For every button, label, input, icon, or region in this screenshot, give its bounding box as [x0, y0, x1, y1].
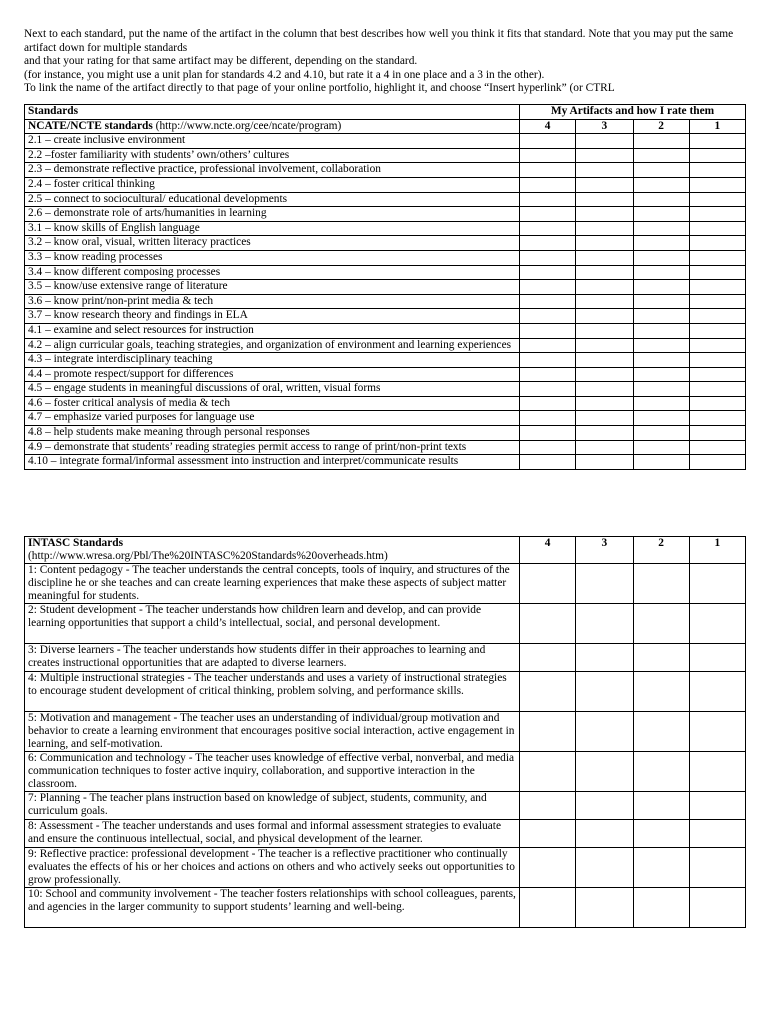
standard-cell: 5: Motivation and management - The teacher uses an understanding of individual/group motivation and behavior to create a learning environment that encourages positive social interaction, active engagement in learning, and self-motivation.: [25, 712, 520, 752]
rating-1-header: 1: [689, 537, 745, 564]
rating-1-cell[interactable]: [689, 411, 745, 426]
standard-cell: 4.4 – promote respect/support for differences: [25, 367, 520, 382]
standard-cell: 10: School and community involvement - The teacher fosters relationships with school colleagues, parents, and agencies in the larger community to support students’ learning and well-being.: [25, 888, 520, 928]
rating-2-cell[interactable]: [633, 644, 689, 672]
rating-4-cell[interactable]: [520, 294, 576, 309]
rating-3-cell[interactable]: [576, 792, 633, 820]
rating-4-cell[interactable]: [520, 367, 576, 382]
rating-3-cell[interactable]: [576, 644, 633, 672]
table-row: [25, 309, 746, 324]
table-row: [25, 848, 746, 888]
rating-1-cell[interactable]: [689, 396, 745, 411]
rating-2-cell[interactable]: [633, 848, 689, 888]
rating-4-cell[interactable]: [520, 564, 576, 604]
rating-3-cell[interactable]: [576, 353, 633, 368]
rating-4-cell[interactable]: [520, 672, 576, 712]
artifacts-header: My Artifacts and how I rate them: [520, 105, 746, 120]
rating-2-cell[interactable]: [633, 265, 689, 280]
rating-2-cell[interactable]: [633, 353, 689, 368]
table-row: [25, 134, 746, 149]
rating-3-cell[interactable]: [576, 323, 633, 338]
table-row: [25, 888, 746, 928]
rating-3-cell[interactable]: [576, 604, 633, 644]
rating-1-cell[interactable]: [689, 148, 745, 163]
rating-4-cell[interactable]: [520, 455, 576, 470]
rating-4-header: 4: [520, 537, 576, 564]
rating-4-cell[interactable]: [520, 323, 576, 338]
rating-3-cell[interactable]: [576, 192, 633, 207]
rating-2-cell[interactable]: [633, 752, 689, 792]
rating-1-cell[interactable]: [689, 644, 745, 672]
rating-1-cell[interactable]: [689, 455, 745, 470]
rating-1-cell[interactable]: [689, 250, 745, 265]
table-row: [25, 752, 746, 792]
rating-1-cell[interactable]: [689, 192, 745, 207]
rating-4-cell[interactable]: [520, 353, 576, 368]
rating-4-cell[interactable]: [520, 265, 576, 280]
rating-2-cell[interactable]: [633, 396, 689, 411]
standard-cell: 4.7 – emphasize varied purposes for language use: [25, 411, 520, 426]
rating-3-cell[interactable]: [576, 250, 633, 265]
rating-1-cell[interactable]: [689, 792, 745, 820]
rating-3-cell[interactable]: [576, 411, 633, 426]
standard-cell: 4.3 – integrate interdisciplinary teaching: [25, 353, 520, 368]
standard-cell: 3.7 – know research theory and findings in ELA: [25, 309, 520, 324]
rating-1-cell[interactable]: [689, 712, 745, 752]
rating-2-cell[interactable]: [633, 455, 689, 470]
standard-cell: 2.2 –foster familiarity with students’ own/others’ cultures: [25, 148, 520, 163]
rating-1-cell[interactable]: [689, 236, 745, 251]
rating-1-cell[interactable]: [689, 221, 745, 236]
table-row: [25, 338, 746, 353]
rating-4-cell[interactable]: [520, 207, 576, 222]
rating-4-cell[interactable]: [520, 250, 576, 265]
table-row: [25, 236, 746, 251]
rating-3-cell[interactable]: [576, 177, 633, 192]
rating-3-cell[interactable]: [576, 712, 633, 752]
rating-1-cell[interactable]: [689, 163, 745, 178]
instruction-line: (for instance, you might use a unit plan for standards 4.2 and 4.10, but rate it a 4 in one place and a 3 in the other).: [24, 68, 545, 81]
ncate-ncte-table: [24, 104, 746, 470]
table-row: [25, 792, 746, 820]
rating-1-cell[interactable]: [689, 309, 745, 324]
rating-4-cell[interactable]: [520, 440, 576, 455]
rating-3-cell[interactable]: [576, 396, 633, 411]
instructions: [24, 28, 746, 96]
rating-3-cell[interactable]: [576, 455, 633, 470]
rating-2-cell[interactable]: [633, 440, 689, 455]
rating-1-cell[interactable]: [689, 672, 745, 712]
instruction-line: To link the name of the artifact directly to that page of your online portfolio, highlight it, and choose “Insert hyperlink” (or CTRL: [24, 82, 615, 94]
rating-3-cell[interactable]: [576, 382, 633, 397]
table-row: [25, 411, 746, 426]
rating-3-cell[interactable]: [576, 338, 633, 353]
table-row: [25, 221, 746, 236]
rating-4-cell[interactable]: [520, 148, 576, 163]
rating-1-header: 1: [689, 119, 745, 134]
rating-4-cell[interactable]: [520, 792, 576, 820]
rating-4-cell[interactable]: [520, 411, 576, 426]
standard-cell: 4.8 – help students make meaning through personal responses: [25, 426, 520, 441]
rating-2-cell[interactable]: [633, 192, 689, 207]
rating-2-cell[interactable]: [633, 564, 689, 604]
rating-2-cell[interactable]: [633, 323, 689, 338]
rating-3-cell[interactable]: [576, 440, 633, 455]
section-url: (http://www.ncte.org/cee/ncate/program): [155, 119, 342, 132]
rating-2-cell[interactable]: [633, 177, 689, 192]
rating-2-cell[interactable]: [633, 672, 689, 712]
rating-1-cell[interactable]: [689, 134, 745, 149]
rating-2-cell[interactable]: [633, 411, 689, 426]
table-row: [25, 672, 746, 712]
rating-3-cell[interactable]: [576, 221, 633, 236]
table-row: [25, 148, 746, 163]
rating-2-cell[interactable]: [633, 309, 689, 324]
rating-4-cell[interactable]: [520, 177, 576, 192]
rating-2-cell[interactable]: [633, 163, 689, 178]
rating-3-cell[interactable]: [576, 163, 633, 178]
rating-2-cell[interactable]: [633, 338, 689, 353]
rating-4-cell[interactable]: [520, 752, 576, 792]
rating-2-cell[interactable]: [633, 280, 689, 295]
standard-cell: 4: Multiple instructional strategies - The teacher understands and uses a variety of instructional strategies to encourage student development of critical thinking, problem solving, and performance skills.: [25, 672, 520, 712]
table-row: [25, 455, 746, 470]
rating-4-cell[interactable]: [520, 221, 576, 236]
standard-cell: 4.1 – examine and select resources for instruction: [25, 323, 520, 338]
standard-cell: 8: Assessment - The teacher understands and uses formal and informal assessment strategies to evaluate and ensure the continuous intellectual, social, and physical development of the learner.: [25, 820, 520, 848]
rating-3-cell[interactable]: [576, 236, 633, 251]
rating-3-cell[interactable]: [576, 207, 633, 222]
rating-3-cell[interactable]: [576, 367, 633, 382]
standard-cell: 4.9 – demonstrate that students’ reading strategies permit access to range of print/non-print texts: [25, 440, 520, 455]
rating-2-header: 2: [633, 537, 689, 564]
table-row: [25, 440, 746, 455]
rating-1-cell[interactable]: [689, 604, 745, 644]
rating-3-cell[interactable]: [576, 752, 633, 792]
rating-3-header: 3: [576, 537, 633, 564]
instruction-line: and that your rating for that same artifact may be different, depending on the standard.: [24, 55, 418, 67]
rating-2-cell[interactable]: [633, 221, 689, 236]
rating-2-cell[interactable]: [633, 382, 689, 397]
section-url: (http://www.wresa.org/Pbl/The%20INTASC%20Standards%20overheads.htm): [28, 550, 388, 562]
table-row: [25, 426, 746, 441]
rating-1-cell[interactable]: [689, 848, 745, 888]
rating-3-cell[interactable]: [576, 888, 633, 928]
rating-1-cell[interactable]: [689, 280, 745, 295]
rating-1-cell[interactable]: [689, 752, 745, 792]
rating-1-cell[interactable]: [689, 338, 745, 353]
table-row: [25, 396, 746, 411]
rating-1-cell[interactable]: [689, 426, 745, 441]
rating-1-cell[interactable]: [689, 564, 745, 604]
rating-4-cell[interactable]: [520, 644, 576, 672]
rating-2-cell[interactable]: [633, 367, 689, 382]
rating-3-cell[interactable]: [576, 672, 633, 712]
table-row: [25, 250, 746, 265]
section-title-cell: [25, 537, 520, 564]
table-row: [25, 323, 746, 338]
standard-cell: 7: Planning - The teacher plans instruction based on knowledge of subject, students, community, and curriculum goals.: [25, 792, 520, 820]
standard-cell: 2.5 – connect to sociocultural/ educational developments: [25, 192, 520, 207]
rating-3-header: 3: [576, 119, 633, 134]
rating-2-cell[interactable]: [633, 426, 689, 441]
rating-4-cell[interactable]: [520, 236, 576, 251]
rating-4-cell[interactable]: [520, 309, 576, 324]
rating-4-cell[interactable]: [520, 280, 576, 295]
rating-2-cell[interactable]: [633, 148, 689, 163]
rating-1-cell[interactable]: [689, 323, 745, 338]
rating-1-cell[interactable]: [689, 177, 745, 192]
rating-1-cell[interactable]: [689, 207, 745, 222]
rating-3-cell[interactable]: [576, 309, 633, 324]
rating-3-cell[interactable]: [576, 426, 633, 441]
rating-2-cell[interactable]: [633, 712, 689, 752]
standard-cell: 2.6 – demonstrate role of arts/humanities in learning: [25, 207, 520, 222]
instruction-line: Next to each standard, put the name of the artifact in the column that best describes how well you think it fits that standard. Note that you may put the same artifact down for multiple standards: [24, 28, 734, 54]
rating-2-cell[interactable]: [633, 792, 689, 820]
standards-header: Standards: [25, 105, 520, 120]
rating-4-cell[interactable]: [520, 712, 576, 752]
section-header-row: [25, 537, 746, 564]
table-row: [25, 265, 746, 280]
rating-4-header: 4: [520, 119, 576, 134]
rating-4-cell[interactable]: [520, 426, 576, 441]
section-header-row: [25, 119, 746, 134]
standard-cell: 6: Communication and technology - The teacher uses knowledge of effective verbal, nonverbal, and media communication techniques to foster active inquiry, collaboration, and supportive interaction in the classroom.: [25, 752, 520, 792]
section-title: NCATE/NCTE standards: [28, 119, 153, 132]
rating-4-cell[interactable]: [520, 396, 576, 411]
standard-cell: 2.3 – demonstrate reflective practice, professional involvement, collaboration: [25, 163, 520, 178]
rating-2-cell[interactable]: [633, 236, 689, 251]
rating-4-cell[interactable]: [520, 192, 576, 207]
rating-1-cell[interactable]: [689, 367, 745, 382]
standard-cell: 2: Student development - The teacher understands how children learn and develop, and can provide learning opportunities that support a child’s intellectual, social, and personal development.: [25, 604, 520, 644]
table-row: [25, 353, 746, 368]
standard-cell: 3.3 – know reading processes: [25, 250, 520, 265]
standard-cell: 3.4 – know different composing processes: [25, 265, 520, 280]
table-row: [25, 177, 746, 192]
standard-cell: 1: Content pedagogy - The teacher understands the central concepts, tools of inquiry, and structures of the discipline he or she teaches and can create learning experiences that make these aspects of subject matter meaningful for students.: [25, 564, 520, 604]
rating-4-cell[interactable]: [520, 604, 576, 644]
table-row: [25, 294, 746, 309]
rating-4-cell[interactable]: [520, 382, 576, 397]
standard-cell: 3.1 – know skills of English language: [25, 221, 520, 236]
table-row: [25, 644, 746, 672]
table-row: [25, 192, 746, 207]
rating-2-cell[interactable]: [633, 207, 689, 222]
table-row: [25, 382, 746, 397]
rating-4-cell[interactable]: [520, 163, 576, 178]
standard-cell: 2.4 – foster critical thinking: [25, 177, 520, 192]
rating-1-cell[interactable]: [689, 382, 745, 397]
rating-3-cell[interactable]: [576, 280, 633, 295]
rating-2-cell[interactable]: [633, 604, 689, 644]
standard-cell: 3: Diverse learners - The teacher understands how students differ in their approaches to learning and creates instructional opportunities that are adapted to diverse learners.: [25, 644, 520, 672]
section-title: INTASC Standards: [28, 537, 124, 549]
standard-cell: 4.2 – align curricular goals, teaching strategies, and organization of environment and learning experiences: [25, 338, 520, 353]
rating-1-cell[interactable]: [689, 353, 745, 368]
rating-3-cell[interactable]: [576, 564, 633, 604]
rating-3-cell[interactable]: [576, 265, 633, 280]
rating-1-cell[interactable]: [689, 440, 745, 455]
rating-4-cell[interactable]: [520, 338, 576, 353]
rating-1-cell[interactable]: [689, 820, 745, 848]
rating-4-cell[interactable]: [520, 820, 576, 848]
standard-cell: 3.5 – know/use extensive range of literature: [25, 280, 520, 295]
rating-3-cell[interactable]: [576, 134, 633, 149]
table-row: [25, 564, 746, 604]
table-row: [25, 163, 746, 178]
rating-2-cell[interactable]: [633, 888, 689, 928]
standard-cell: 9: Reflective practice: professional development - The teacher is a reflective practitioner who continually evaluates the effects of his or her choices and actions on others and who actively seeks out opportunities to grow professionally.: [25, 848, 520, 888]
table-row: [25, 820, 746, 848]
rating-1-cell[interactable]: [689, 265, 745, 280]
rating-3-cell[interactable]: [576, 148, 633, 163]
table-header-row: [25, 105, 746, 120]
rating-4-cell[interactable]: [520, 888, 576, 928]
standard-cell: 3.6 – know print/non-print media & tech: [25, 294, 520, 309]
intasc-table: [24, 536, 746, 928]
standard-cell: 4.5 – engage students in meaningful discussions of oral, written, visual forms: [25, 382, 520, 397]
table-row: [25, 712, 746, 752]
standard-cell: 4.10 – integrate formal/informal assessment into instruction and interpret/communicate results: [25, 455, 520, 470]
rating-1-cell[interactable]: [689, 294, 745, 309]
rating-4-cell[interactable]: [520, 134, 576, 149]
table-row: [25, 367, 746, 382]
table-row: [25, 207, 746, 222]
rating-3-cell[interactable]: [576, 294, 633, 309]
rating-1-cell[interactable]: [689, 888, 745, 928]
rating-2-cell[interactable]: [633, 134, 689, 149]
table-row: [25, 280, 746, 295]
rating-3-cell[interactable]: [576, 820, 633, 848]
table-row: [25, 604, 746, 644]
rating-2-cell[interactable]: [633, 294, 689, 309]
standard-cell: 4.6 – foster critical analysis of media & tech: [25, 396, 520, 411]
standard-cell: 3.2 – know oral, visual, written literacy practices: [25, 236, 520, 251]
rating-2-cell[interactable]: [633, 250, 689, 265]
rating-2-cell[interactable]: [633, 820, 689, 848]
rating-3-cell[interactable]: [576, 848, 633, 888]
rating-2-header: 2: [633, 119, 689, 134]
section-title-cell: [25, 119, 520, 134]
standard-cell: 2.1 – create inclusive environment: [25, 134, 520, 149]
rating-4-cell[interactable]: [520, 848, 576, 888]
